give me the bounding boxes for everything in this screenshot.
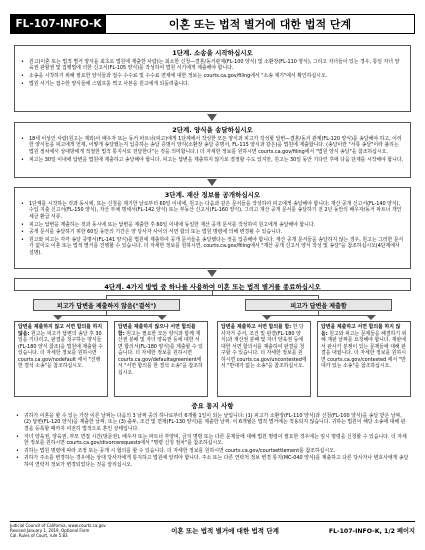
option-heading: 답변을 제출하지 않고 서면 합의를 하지 않음: bbox=[18, 324, 103, 337]
step3-box bbox=[14, 187, 411, 269]
down-arrow-icon bbox=[53, 315, 63, 320]
form-title: 이혼 또는 법적 별거에 대한 법적 단계 bbox=[168, 18, 352, 31]
notice-item: • 귀하가 이혼을 할 수 있는 가장 이른 날짜는 다음의 3 날짜 중의 하나로부터 6개월 1일이 되는 날입니다: (1) 피고가 소환장(FL-110 양식)과 신청(FL-100 양식)을 송달 받은 날짜, (2) 답변(FL-120 양식)을 제출한 날짜, 또는 (3) 출두, 조건 및 면제(FL-130 양식)를 제출한 날짜. 이 6개월은 법적 별거에는 적용되지 않습니다. 귀하는 법원이 해당 소송에 대해 판결을 등록할 때까지 여전히 법적으로 혼인 상태입니다. bbox=[16, 413, 409, 432]
footer-line: Cal. Rules of Court, rule 5.83 bbox=[10, 533, 68, 539]
step2-box bbox=[14, 122, 411, 178]
footer-page: FL-107-INFO-K, 1/2 페이지 bbox=[328, 528, 415, 535]
footer-divider bbox=[10, 521, 415, 522]
footer-title: 이혼 또는 법적 별거에 대한 법적 단계 bbox=[171, 527, 279, 535]
notice-title: 중요 통지 사항 bbox=[191, 402, 234, 410]
choice-answer: 피고가 답변을 제출함 bbox=[245, 299, 392, 311]
step4-box bbox=[14, 278, 411, 291]
step3-item: • 1단계를 시작하는 것과 동시에, 또는 신청을 제기한 날로부터 60일 이내에, 원고는 다음과 같은 문서들을 작성하여 피고에게 송달해야 합니다: 재산 공개 신고서(FL-140 양식), 수입 지출 신고서(FL-150 양식), 자산 부채 명세서(FL-142 양식) 또는 부동산 신고서(FL-160 양식), 그리고 재산 공개 문서를 송달하기 전 2년 동안의 배우자/동거 파트너 개인 세금 환급 서류. bbox=[21, 201, 404, 220]
option-uncontested bbox=[217, 321, 311, 397]
option-default-agreement bbox=[114, 321, 208, 397]
step1-item: • 법원 서기는 접수한 양식들에 스탬프를 찍고 사본을 원고에게 되돌려줍니다. bbox=[21, 81, 404, 87]
step3-title: 3단계. 재산 정보를 공개하십시오 bbox=[164, 191, 261, 199]
notice-item: • 귀하가 주소를 변경하는 경우에는 상대 당사자에게 통지하고 법원에 알려야 합니다. 주소 또는 다른 연락처 정보 변경 통지(MC-040 양식)를 제출하고 다른 당사자나 변호사에게 송달하여 연락처 정보가 변경되었다는 것을 알리십시오. bbox=[16, 455, 409, 468]
notice-section bbox=[10, 411, 415, 470]
footer-line: Judicial Council of California, www.courts.ca.gov bbox=[10, 523, 106, 528]
down-arrow-icon bbox=[207, 179, 217, 186]
step2-item: • 18세 이상인 사람(원고는 제외)이 배우자 또는 동거 파트너(피고)에게 1단계에서 작성한 모든 양식과 피고가 작성할 답변—결혼/동거 관계(FL-120 양식)를 송달해야 하고, 이러한 양식들을 피고에게 언제, 어떻게 송달했는지 입증하는 송달 증명서 양식(소환장 송달 증명서, FL-115 양식과 같은)을 법원에 제출합니다. (송달이란 "서류 송달"이라 불리는 법원 절차에서 상대방에게 적절한 법적 통지서로 전달한다"는 것을 의미합니다.) 더 자세한 정보를 원하시면 courts.ca.gov/filing에서 "법원 양식 송달"을 참조하십시오. bbox=[21, 136, 404, 155]
down-arrow-icon bbox=[262, 315, 272, 320]
down-arrow-icon bbox=[157, 315, 167, 320]
choice-no-answer: 피고가 답변을 제출하지 않음("결석") bbox=[33, 299, 180, 311]
connector bbox=[106, 295, 318, 296]
step1-box bbox=[14, 45, 411, 112]
step4-title: 4단계. 4가지 방법 중 하나를 사용하여 이혼 또는 법적 별거를 종료하십시오 bbox=[104, 282, 321, 291]
down-arrow-icon bbox=[366, 315, 376, 320]
step2-item: • 피고는 30일 이내에 답변을 법원에 제출하고 송달해야 합니다. 피고는 답변을 제출하지 않기로 결정할 수도 있지만, 원고는 30일 동안 기다린 후에 다음 단계를 시작해야 합니다. bbox=[21, 157, 404, 163]
option-heading: 답변을 제출하고 서면 합의를 하지 않음: bbox=[321, 324, 401, 337]
notice-item: • 귀하는 법원 명령에 따라 조정 또는 공개 시 협의를 할 수 있습니다. 더 자세한 정보를 원하시면 courts.ca.gov/courtsettlement를 참조하십시오. bbox=[16, 448, 409, 454]
down-arrow-icon bbox=[207, 270, 217, 277]
step3-item: • 원고와 피고는 각각 송달 증명서(FL-141 양식)를 법원에 제출하여 공개 문서들을 송달했다는 것을 입증해야 합니다. 재산 공개 문서들을 송달하지 않는 경우, 원고는 그러한 문서가 없이도 이혼 또는 법적 별거를 진행할 수 있습니다. 더 자세한 정보를 원하시면, courts.ca.gov/filing에서 "재산 공개 신고서 양식 작성 및 송달"을 참조하십시오(4단계에서 설명). bbox=[21, 237, 404, 256]
step2-title: 2단계. 양식을 송달하십시오 bbox=[172, 126, 253, 134]
form-id: FL-107-INFO-K bbox=[11, 15, 106, 33]
step3-item: • 피고는 답변을 제출하는 것과 동시에 또는 답변을 제출한 후 60일 이내에 동일한 재산 공개 문서를 작성하여 원고에게 송달해야 합니다. bbox=[21, 222, 404, 228]
option-body: 원고와 피고는 문제들을 해결하기 위해 재판 날짜를 요청해야 합니다. 재판에서 판사가 분쟁이 있는 문제들에 대해 판결을 내립니다. 더 자세한 정보를 원하시면 courts.ca.gov/contested 에서 "반대가 있는 소송"을 참조하십시오. bbox=[321, 330, 407, 370]
form-header bbox=[10, 14, 415, 34]
option-default-no-agreement bbox=[14, 321, 108, 397]
step3-item: • 공개 문서를 송달하기 위한 60일 동안의 기간은 양 당사자 사이의 서면 합의 또는 법원 명령에 의해 변경될 수 있습니다. bbox=[21, 229, 404, 235]
notice-list bbox=[10, 411, 415, 468]
connector bbox=[58, 315, 162, 316]
footer-legal bbox=[10, 523, 130, 539]
option-heading: 답변을 제출하고 서면 합의를 함: bbox=[221, 324, 292, 330]
step1-item: • 원고(이혼 또는 법적 별거 양식을 최초로 법원에 제출한 사람)는 최소한 신청—결혼/동거관계(FL-100 양식) 및 소환장(FL-110 양식), 그리고 자녀들이 있는 경우, 통일 자녀 양육권 관할권 및 집행법에 의한 신고서(FL-105 양식)를 작성하여 법원 서기에게 제출해야 합니다. bbox=[21, 59, 404, 72]
option-body: 한 당사자가 증서, 조건 및 판결(FL-180 양식)과 재산권 분배 및 자녀 양육권 등에 대한 서면 합의서를 제출하여 판결을 청구할 수 있습니다. 더 자세한 정보를 원하시면 courts.ca.gov/uncontested에서 "반대가 없는 소송"을 참조하십시오. bbox=[221, 324, 307, 370]
option-heading: 답변을 제출하지 않으나 서면 합의를 함: bbox=[118, 324, 196, 337]
step2-list bbox=[15, 134, 410, 163]
option-body: 원고는 피고가 답변의 송달 후 30일을 기다리고, 판결을 청구하는 양식들(FL-180 양식 참조)을 법원에 제출할 수 있습니다. 더 자세한 정보를 원하시면 courts.ca.gov/nodefault 에서 "진행한 결석 소송"을 참조하십시오. bbox=[18, 330, 103, 370]
step1-list bbox=[15, 57, 410, 87]
notice-item: • 자녀 양육권, 양육권, 부모 면접 시간(방문권), 배우자 또는 파트너 부양비, 금지 명령 또는 다른 문제들에 대해 법원 명령이 필요한 경우에는 임시 명령을 신청할 수 있습니다. 더 자세한 정보를 원하시면 courts.ca.gov/divorcerequests에서 "명령 신청 절차"를 참조하십시오. bbox=[16, 434, 409, 447]
down-arrow-icon bbox=[207, 114, 217, 121]
option-body: 원고는 필요한 모든 양식과 함께 재산권 분배 및 자녀 양육권 등에 대한 서면 합의서(FL-180 양식)를 제출할 수 있습니다. 더 자세한 정보를 원하시면 courts.ca.gov/defaultagreement에서 "서면 합의를 한 결석 소송"을 참조하십시오. bbox=[118, 330, 203, 376]
step3-list bbox=[15, 199, 410, 256]
footer-line: Revised January 1, 2019, Optional Form bbox=[10, 528, 90, 534]
step1-title: 1단계. 소송을 시작하십시오 bbox=[172, 49, 253, 57]
step1-item: • 소송을 시작하기 위해 필요한 양식들과 접수 수수료 및 수수료 면제에 대한 정보는 courts.ca.gov/filing에서 "소송 제기"에서 확인하십시오. bbox=[21, 73, 404, 79]
connector bbox=[267, 315, 371, 316]
option-contested bbox=[317, 321, 411, 397]
